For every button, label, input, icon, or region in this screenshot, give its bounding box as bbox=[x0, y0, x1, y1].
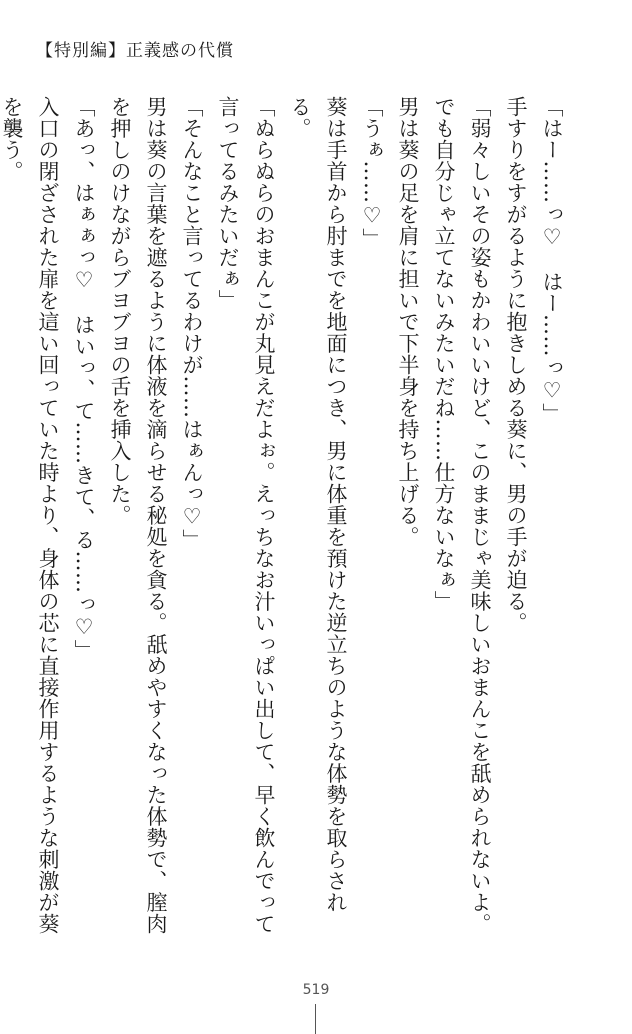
paragraph: 「はー……っ♡ はー……っ♡」 bbox=[540, 96, 564, 425]
paragraph: 「ぬらぬらのおまんこが丸見えだよぉ。えっちなお汁いっぱい出して、早く飲んでって言ってるみたいだぁ」 bbox=[216, 96, 276, 935]
page-number: 519 bbox=[302, 982, 330, 998]
body-text-vertical bbox=[0, 96, 570, 936]
paragraph: 男は葵の言葉を遮るように体液を滴らせる秘処を貪る。舐めやすくなった体勢で、膣肉を押しのけながらブヨブヨの舌を挿入した。 bbox=[108, 96, 168, 935]
running-header-title: 【特別編】正義感の代償 bbox=[36, 41, 234, 61]
paragraph: 「弱々しいその姿もかわいいけど、このままじゃ美味しいおまんこを舐められないよ。でも自分じゃ立てないみたいだね……仕方ないなぁ」 bbox=[432, 96, 492, 935]
paragraph: 「あっ、はぁぁっ♡ はいっ、て……きて、る……っ♡」 bbox=[72, 96, 96, 661]
paragraph: 男は葵の足を肩に担いで下半身を持ち上げる。 bbox=[396, 96, 420, 548]
paragraph: 「うぁ……♡」 bbox=[360, 96, 384, 250]
page-number-rule bbox=[315, 1004, 316, 1034]
paragraph: 手すりをすがるように抱きしめる葵に、男の手が迫る。 bbox=[504, 96, 528, 634]
paragraph: 入口の閉ざされた扉を這い回っていた時より、身体の芯に直接作用するような刺激が葵を襲う。 bbox=[0, 96, 60, 935]
paragraph: 「そんなこと言ってるわけが……はぁんっ♡」 bbox=[180, 96, 204, 551]
paragraph: 葵は手首から肘までを地面につき、男に体重を預けた逆立ちのような体勢を取らされる。 bbox=[288, 96, 348, 913]
